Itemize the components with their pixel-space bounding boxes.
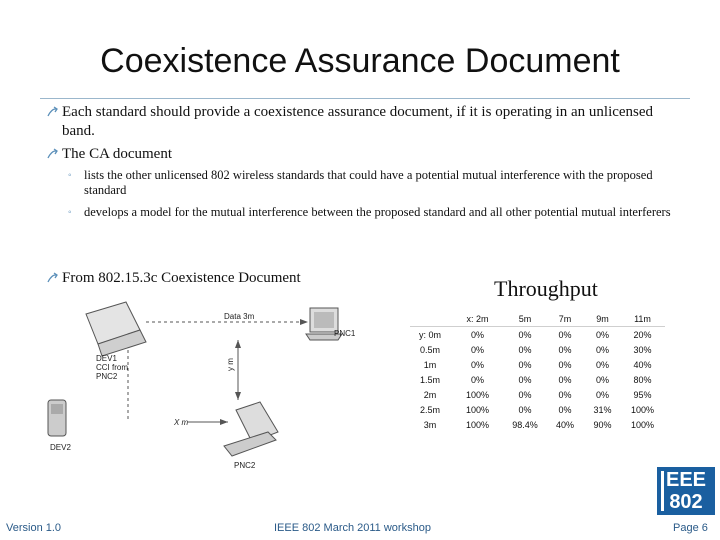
bullet-arrow-icon	[46, 272, 58, 284]
logo-line-1: EEE	[665, 469, 707, 491]
x-distance-label: X m	[174, 418, 189, 427]
table-cell: 2.5m	[419, 404, 440, 415]
table-cell: 0%	[558, 389, 572, 400]
footer-version: Version 1.0	[6, 522, 62, 534]
table-cell: 0%	[558, 404, 572, 415]
table-cell: 90%	[593, 419, 612, 430]
table-cell: 0%	[518, 344, 532, 355]
table-row	[410, 417, 665, 432]
table-row	[410, 402, 665, 417]
data-link-label: Data 3m	[224, 312, 255, 321]
dev2-label: DEV2	[50, 443, 71, 452]
table-cell: 20%	[633, 329, 652, 340]
table-cell: 100%	[465, 419, 490, 430]
table-cell: 40%	[633, 359, 652, 370]
table-cell: 0%	[595, 374, 609, 385]
table-cell: 3m	[423, 419, 437, 430]
table-cell: 1.5m	[419, 374, 440, 385]
dev1-label: DEV1 CCI from PNC2	[96, 354, 128, 381]
table-cell: 0%	[518, 389, 532, 400]
logo-bar	[661, 471, 664, 511]
table-cell: 40%	[555, 419, 574, 430]
bullet-arrow-icon	[46, 106, 58, 118]
pnc2-label: PNC2	[234, 461, 256, 470]
table-header-row	[410, 311, 665, 327]
throughput-table	[410, 311, 665, 432]
pnc2-computer-icon	[224, 402, 278, 456]
table-row	[410, 372, 665, 387]
table-header-cell: 11m	[620, 311, 665, 327]
footer-page-number: Page 6	[673, 522, 708, 534]
table-cell: 2m	[423, 389, 437, 400]
sub-bullet-dot-icon: ◦	[68, 170, 72, 181]
from-heading: From 802.15.3c Coexistence Document	[62, 270, 301, 286]
table-cell: 0%	[518, 329, 532, 340]
coexistence-diagram	[38, 300, 388, 475]
diagram-drawing	[38, 300, 388, 475]
table-cell: 0.5m	[419, 344, 440, 355]
logo-line-2: 802	[669, 491, 703, 513]
table-cell: 0%	[595, 329, 609, 340]
table-cell: 0%	[470, 329, 484, 340]
table-cell: y: 0m	[418, 329, 441, 340]
sub-bullet-text: develops a model for the mutual interference between the proposed standard and all other potential mutual interferers	[84, 205, 671, 219]
y-distance-label: y m	[225, 358, 235, 371]
table-cell: 0%	[595, 344, 609, 355]
table-cell: 0%	[518, 374, 532, 385]
table-row	[410, 387, 665, 402]
title-rule	[40, 98, 690, 99]
table-row	[410, 327, 665, 343]
table-cell: 100%	[630, 419, 655, 430]
slide-title: Coexistence Assurance Document	[100, 42, 620, 80]
dev2-phone-icon	[48, 400, 66, 436]
table-cell: 0%	[595, 359, 609, 370]
table-cell: 95%	[633, 389, 652, 400]
footer-event: IEEE 802 March 2011 workshop	[274, 522, 431, 534]
dev1-laptop-icon	[86, 302, 146, 356]
bullet-text: The CA document	[62, 146, 172, 162]
table-row	[410, 342, 665, 357]
table-header-cell	[410, 311, 450, 327]
table-header-cell: 9m	[585, 311, 620, 327]
table-header-cell: x: 2m	[450, 311, 505, 327]
table-cell: 1m	[423, 359, 437, 370]
table-cell: 100%	[630, 404, 655, 415]
table-header-cell: 7m	[545, 311, 585, 327]
table-cell: 0%	[470, 359, 484, 370]
bullet-arrow-icon	[46, 148, 58, 160]
table-cell: 0%	[558, 359, 572, 370]
throughput-title: Throughput	[494, 276, 598, 301]
table-cell: 0%	[470, 344, 484, 355]
table-row	[410, 357, 665, 372]
table-cell: 30%	[633, 344, 652, 355]
pnc1-label: PNC1	[334, 329, 356, 338]
ieee-802-logo	[657, 467, 715, 515]
table-cell: 98.4%	[512, 419, 538, 430]
sub-bullet-dot-icon: ◦	[68, 207, 72, 218]
table-cell: 31%	[593, 404, 612, 415]
table-cell: 0%	[518, 404, 532, 415]
table-cell: 100%	[465, 404, 490, 415]
sub-bullet-text: lists the other unlicensed 802 wireless standards that could have a potential mutual interference with the proposed standard	[84, 168, 653, 197]
table-cell: 0%	[558, 374, 572, 385]
table-cell: 80%	[633, 374, 652, 385]
table-cell: 0%	[595, 389, 609, 400]
table-cell: 0%	[470, 374, 484, 385]
table-cell: 0%	[558, 344, 572, 355]
table-cell: 100%	[465, 389, 490, 400]
table-cell: 0%	[518, 359, 532, 370]
table-header-cell: 5m	[505, 311, 545, 327]
table-cell: 0%	[558, 329, 572, 340]
bullet-text: Each standard should provide a coexistence assurance document, if it is operating in an unlicensed band.	[62, 104, 654, 139]
